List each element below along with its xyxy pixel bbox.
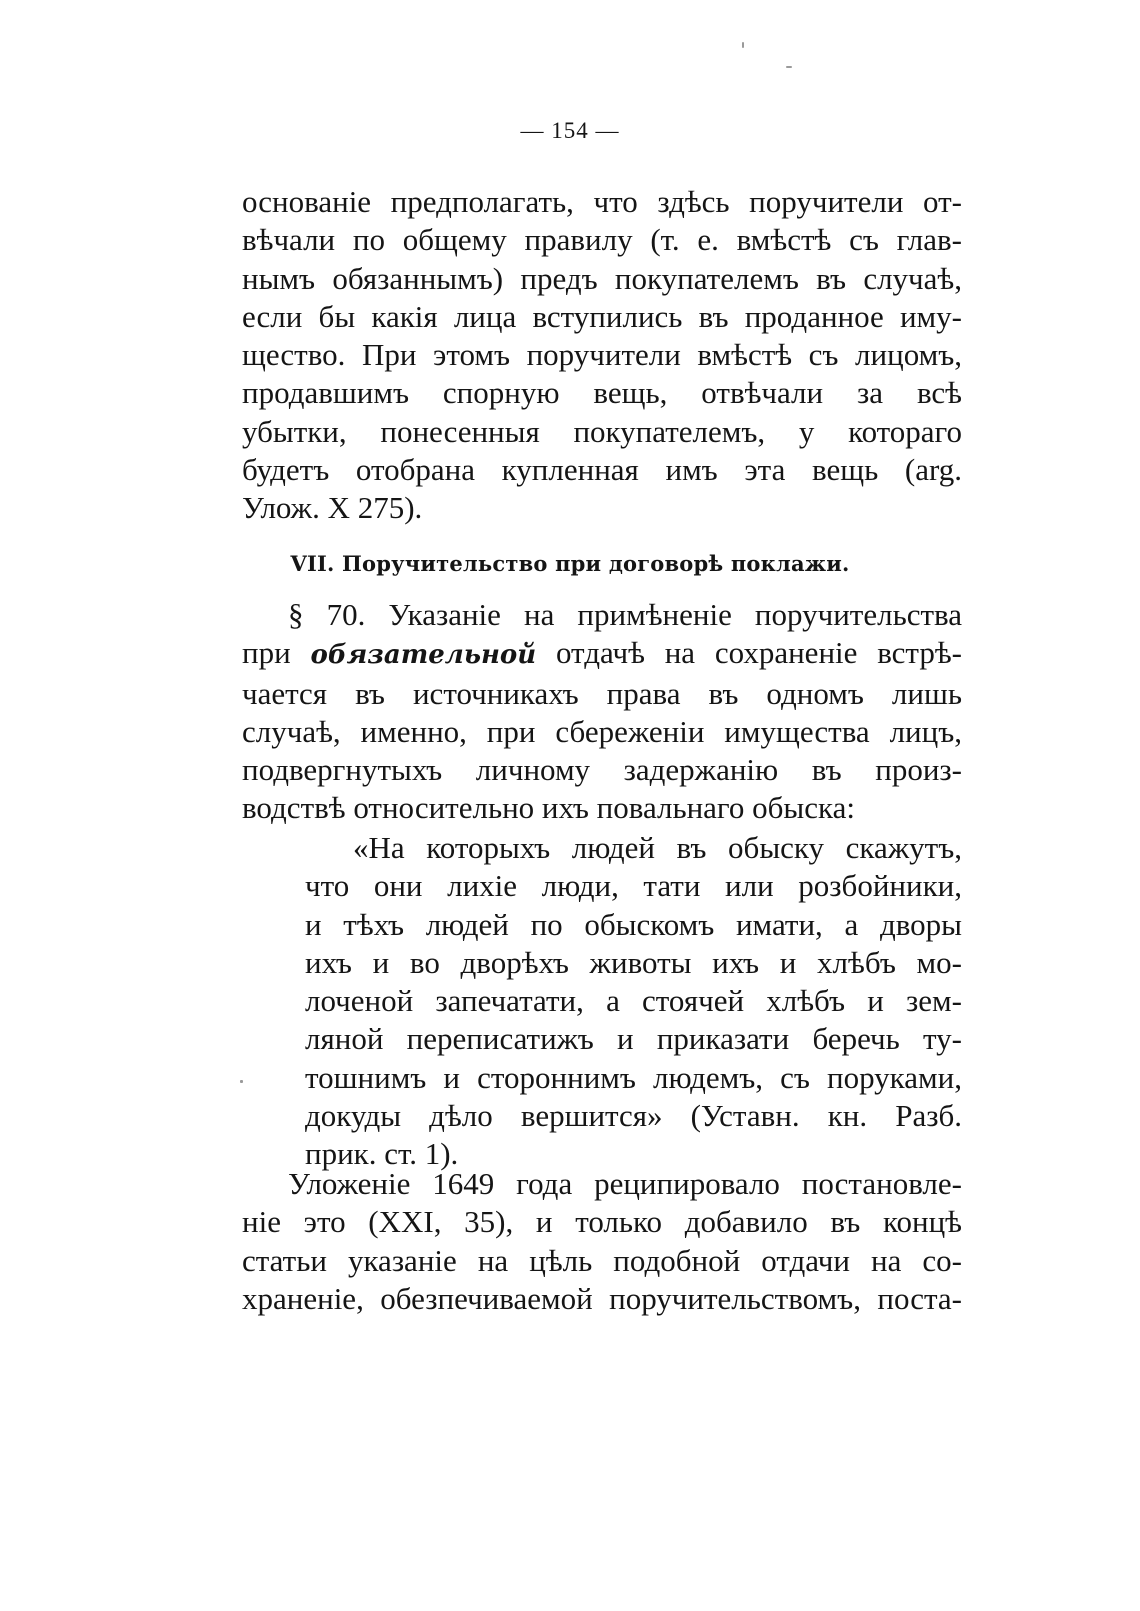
quote-line: ихъ и во дворѣхъ животы ихъ и хлѣбъ мо- <box>305 944 962 980</box>
quote-line: что они лихiе люди, тати или розбойники, <box>305 868 962 904</box>
text-line: храненiе, обезпечиваемой поручительствомъ, поста- <box>242 1280 962 1316</box>
text-line: убытки, понесенныя покупателемъ, у котораго <box>242 413 962 449</box>
scan-speck <box>742 42 744 48</box>
text-line: подвергнутыхъ личному задержанiю въ произ- <box>242 752 962 788</box>
quote-line: тошнимъ и стороннимъ людемъ, съ поруками, <box>305 1059 962 1095</box>
paragraph-ulozhenie <box>242 1165 962 1318</box>
quote-line: ляной переписатижъ и приказати беречь ту- <box>305 1021 962 1057</box>
text-line: вѣчали по общему правилу (т. е. вмѣстѣ съ глав- <box>242 222 962 258</box>
scan-speck <box>240 1080 243 1083</box>
emphasized-term: обязательной <box>310 640 537 671</box>
text-line: Уложенiе 1649 года реципировало постановле- <box>288 1166 962 1201</box>
text-line: нiе это (XXI, 35), и только добавило въ концѣ <box>242 1204 962 1240</box>
text-line: случаѣ, именно, при сбереженiи имущества лицъ, <box>242 713 962 749</box>
text-line: статьи указанiе на цѣль подобной отдачи на со- <box>242 1242 962 1278</box>
quote-line: докуды дѣло вершится» (Уставн. кн. Разб. <box>305 1098 962 1134</box>
paragraph-continuation <box>242 183 962 528</box>
text-fragment: при <box>242 635 291 671</box>
text-line <box>242 634 962 674</box>
text-line: чается въ источникахъ права въ одномъ лишь <box>242 675 962 711</box>
section-heading: VII. Поручительство при договорѣ поклажи. <box>290 551 850 576</box>
text-fragment: отдачѣ на сохраненiе встрѣ- <box>555 635 962 671</box>
page-number: — 154 — <box>520 118 620 143</box>
text-line: § 70. Указанiе на примѣненiе поручительства <box>288 597 962 632</box>
text-line: основанiе предполагать, что здѣсь поручители от- <box>242 184 962 219</box>
text-line: будетъ отобрана купленная имъ эта вещь (arg. <box>242 452 962 488</box>
text-line: щество. При этомъ поручители вмѣстѣ съ лицомъ, <box>242 337 962 373</box>
block-quote <box>305 829 962 1174</box>
text-line: если бы какiя лица вступились въ проданное иму- <box>242 298 962 334</box>
scan-speck <box>786 66 792 68</box>
text-line: Улож. X 275). <box>242 490 423 526</box>
quote-line: лоченой запечатати, а стоячей хлѣбъ и зем- <box>305 983 962 1019</box>
quote-line: «На которыхъ людей въ обыску скажутъ, <box>353 830 962 865</box>
text-line: продавшимъ спорную вещь, отвѣчали за всѣ <box>242 375 962 411</box>
quote-line: и тѣхъ людей по обыскомъ имати, а дворы <box>305 906 962 942</box>
paragraph-section-70 <box>242 596 962 828</box>
quote-line: прик. ст. 1). <box>305 1136 459 1172</box>
text-line: водствѣ относительно ихъ повальнаго обыска: <box>242 790 855 826</box>
text-line: нымъ обязаннымъ) предъ покупателемъ въ случаѣ, <box>242 260 962 296</box>
